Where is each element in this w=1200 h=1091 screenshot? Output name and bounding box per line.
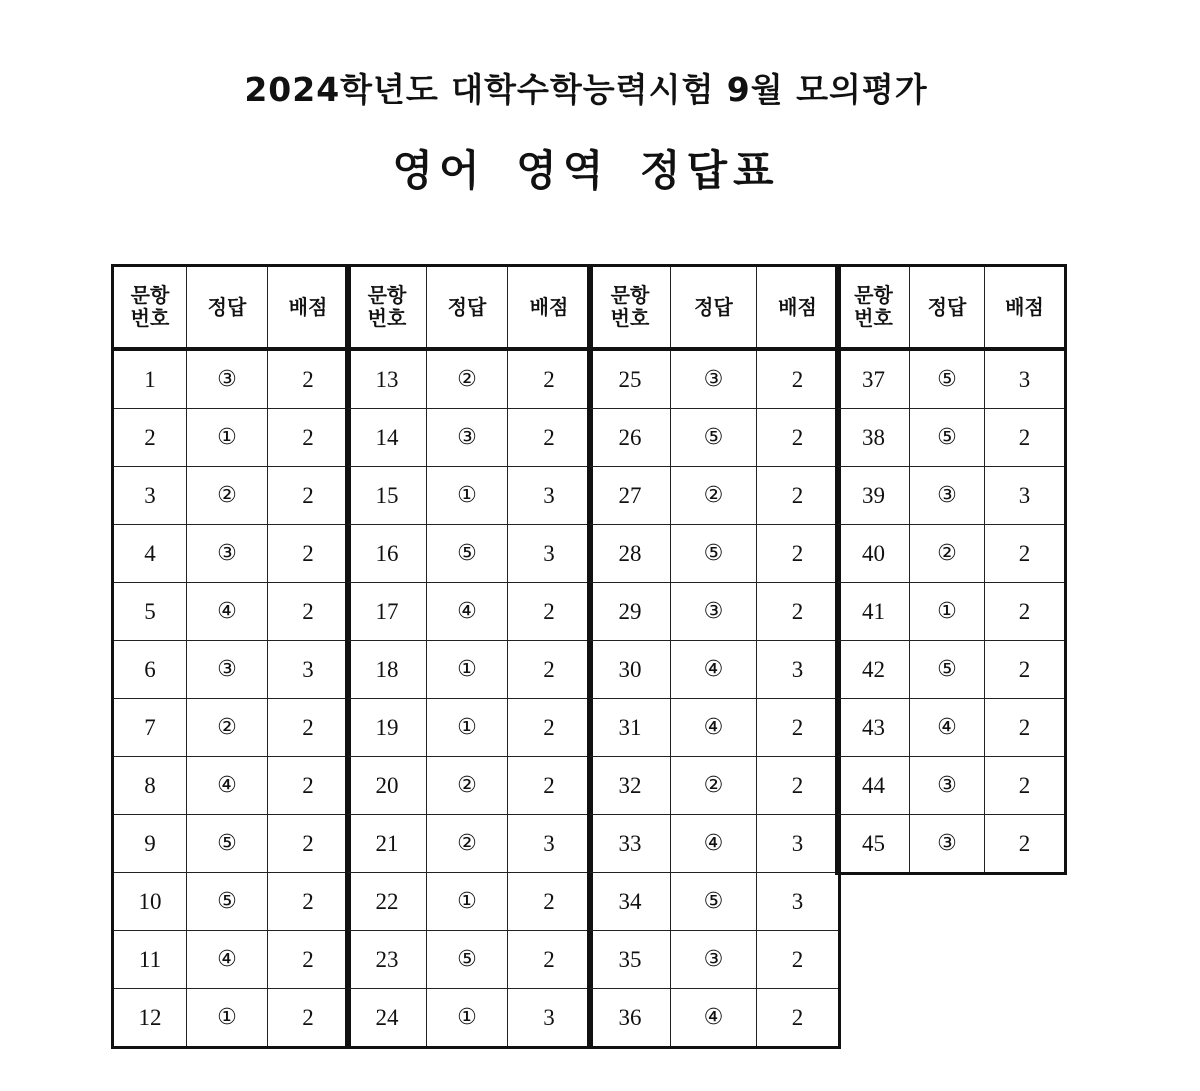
question-number-cell: 17 (347, 583, 427, 641)
answer-cell: ④ (187, 931, 268, 989)
answer-cell: ② (671, 757, 757, 815)
table-row (837, 349, 1066, 409)
exam-subtitle: 2024학년도 대학수학능력시험 9월 모의평가 (244, 70, 928, 109)
table-row (347, 815, 592, 873)
question-number-cell: 6 (113, 641, 187, 699)
table-row (113, 699, 350, 757)
question-number-cell: 38 (837, 409, 910, 467)
question-number-cell: 21 (347, 815, 427, 873)
table-row (589, 989, 840, 1048)
answer-cell: ① (427, 467, 508, 525)
table-row (589, 641, 840, 699)
answer-cell: ④ (910, 699, 985, 757)
table-row (589, 757, 840, 815)
points-cell: 2 (757, 699, 840, 757)
table-row (347, 989, 592, 1048)
points-cell: 2 (985, 525, 1066, 583)
header-answer: 정답 (910, 266, 985, 350)
answer-cell: ③ (187, 349, 268, 409)
question-number-cell: 8 (113, 757, 187, 815)
header-question-number: 문항 번호 (113, 266, 187, 350)
points-cell: 2 (508, 409, 592, 467)
answer-cell: ④ (671, 815, 757, 873)
points-cell: 2 (508, 931, 592, 989)
answer-cell: ① (427, 699, 508, 757)
points-cell: 2 (985, 583, 1066, 641)
table-row (347, 757, 592, 815)
points-cell: 2 (268, 349, 350, 409)
answer-cell: ④ (671, 699, 757, 757)
answer-cell: ① (187, 409, 268, 467)
points-cell: 2 (268, 815, 350, 873)
answer-cell: ② (187, 467, 268, 525)
answer-cell: ③ (671, 583, 757, 641)
answer-cell: ⑤ (910, 641, 985, 699)
points-cell: 3 (985, 467, 1066, 525)
question-number-cell: 13 (347, 349, 427, 409)
question-number-cell: 43 (837, 699, 910, 757)
answer-cell: ④ (671, 989, 757, 1048)
points-cell: 2 (985, 815, 1066, 874)
table-row (837, 409, 1066, 467)
table-row (589, 583, 840, 641)
answer-cell: ② (910, 525, 985, 583)
question-number-cell: 26 (589, 409, 671, 467)
points-cell: 2 (985, 757, 1066, 815)
table-row (347, 409, 592, 467)
question-number-cell: 9 (113, 815, 187, 873)
question-number-cell: 44 (837, 757, 910, 815)
answer-cell: ② (427, 815, 508, 873)
points-cell: 2 (268, 467, 350, 525)
answer-cell: ⑤ (187, 815, 268, 873)
table-row (113, 815, 350, 873)
answer-cell: ① (427, 989, 508, 1048)
answer-cell: ③ (910, 467, 985, 525)
answer-cell: ③ (910, 757, 985, 815)
points-cell: 2 (508, 349, 592, 409)
table-row (347, 525, 592, 583)
points-cell: 2 (268, 873, 350, 931)
page-title: 영어 영역 정답표 (392, 146, 780, 195)
points-cell: 2 (985, 409, 1066, 467)
points-cell: 3 (508, 467, 592, 525)
table-row (837, 699, 1066, 757)
question-number-cell: 39 (837, 467, 910, 525)
question-number-cell: 16 (347, 525, 427, 583)
table-row (347, 467, 592, 525)
table-row (837, 525, 1066, 583)
question-number-cell: 5 (113, 583, 187, 641)
table-row (347, 349, 592, 409)
answer-cell: ③ (671, 349, 757, 409)
question-number-cell: 40 (837, 525, 910, 583)
header-points: 배점 (757, 266, 840, 350)
answer-table-group-3 (587, 264, 841, 1049)
question-number-cell: 30 (589, 641, 671, 699)
table-row (347, 641, 592, 699)
points-cell: 3 (985, 349, 1066, 409)
header-answer: 정답 (671, 266, 757, 350)
answer-cell: ③ (427, 409, 508, 467)
table-row (589, 815, 840, 873)
table-row (113, 641, 350, 699)
question-number-cell: 3 (113, 467, 187, 525)
header-question-number: 문항 번호 (837, 266, 910, 350)
answer-cell: ① (427, 641, 508, 699)
answer-cell: ⑤ (671, 525, 757, 583)
answer-cell: ⑤ (187, 873, 268, 931)
question-number-cell: 42 (837, 641, 910, 699)
points-cell: 2 (985, 641, 1066, 699)
points-cell: 2 (757, 349, 840, 409)
question-number-cell: 34 (589, 873, 671, 931)
table-row (837, 641, 1066, 699)
points-cell: 2 (508, 583, 592, 641)
points-cell: 2 (757, 467, 840, 525)
points-cell: 2 (757, 757, 840, 815)
table-row (113, 873, 350, 931)
table-row (113, 349, 350, 409)
answer-cell: ⑤ (671, 409, 757, 467)
answer-cell: ⑤ (671, 873, 757, 931)
table-row (113, 931, 350, 989)
points-cell: 3 (757, 873, 840, 931)
table-row (113, 583, 350, 641)
table-row (347, 931, 592, 989)
table-row (589, 525, 840, 583)
answer-table-group-1 (111, 264, 351, 1049)
points-cell: 2 (757, 931, 840, 989)
question-number-cell: 14 (347, 409, 427, 467)
points-cell: 3 (757, 641, 840, 699)
points-cell: 3 (268, 641, 350, 699)
question-number-cell: 7 (113, 699, 187, 757)
answer-cell: ② (427, 757, 508, 815)
table-row (113, 757, 350, 815)
question-number-cell: 41 (837, 583, 910, 641)
question-number-cell: 33 (589, 815, 671, 873)
question-number-cell: 11 (113, 931, 187, 989)
question-number-cell: 45 (837, 815, 910, 874)
answer-cell: ① (187, 989, 268, 1048)
table-row (347, 583, 592, 641)
header-answer: 정답 (427, 266, 508, 350)
answer-cell: ③ (671, 931, 757, 989)
points-cell: 2 (268, 757, 350, 815)
table-row (347, 873, 592, 931)
question-number-cell: 20 (347, 757, 427, 815)
points-cell: 2 (508, 873, 592, 931)
table-row (837, 757, 1066, 815)
answer-cell: ④ (187, 583, 268, 641)
table-row (589, 699, 840, 757)
question-number-cell: 23 (347, 931, 427, 989)
question-number-cell: 27 (589, 467, 671, 525)
header-points: 배점 (985, 266, 1066, 350)
table-row (113, 409, 350, 467)
points-cell: 2 (757, 989, 840, 1048)
answer-cell: ④ (427, 583, 508, 641)
answer-cell: ⑤ (427, 525, 508, 583)
points-cell: 2 (757, 525, 840, 583)
answer-cell: ② (187, 699, 268, 757)
question-number-cell: 37 (837, 349, 910, 409)
question-number-cell: 19 (347, 699, 427, 757)
points-cell: 3 (508, 525, 592, 583)
question-number-cell: 12 (113, 989, 187, 1048)
answer-cell: ③ (910, 815, 985, 874)
question-number-cell: 10 (113, 873, 187, 931)
table-row (837, 467, 1066, 525)
question-number-cell: 1 (113, 349, 187, 409)
points-cell: 2 (508, 641, 592, 699)
table-row (347, 699, 592, 757)
answer-table-group-4 (835, 264, 1067, 875)
points-cell: 3 (508, 815, 592, 873)
table-row (589, 467, 840, 525)
answer-cell: ⑤ (910, 409, 985, 467)
answer-cell: ④ (671, 641, 757, 699)
table-row (589, 349, 840, 409)
answer-cell: ⑤ (910, 349, 985, 409)
question-number-cell: 31 (589, 699, 671, 757)
header-points: 배점 (508, 266, 592, 350)
points-cell: 2 (268, 525, 350, 583)
question-number-cell: 22 (347, 873, 427, 931)
question-number-cell: 29 (589, 583, 671, 641)
table-row (589, 931, 840, 989)
header-answer: 정답 (187, 266, 268, 350)
question-number-cell: 18 (347, 641, 427, 699)
points-cell: 3 (757, 815, 840, 873)
points-cell: 2 (268, 931, 350, 989)
points-cell: 2 (268, 989, 350, 1048)
header-points: 배점 (268, 266, 350, 350)
points-cell: 2 (757, 409, 840, 467)
table-row (113, 989, 350, 1048)
table-row (113, 467, 350, 525)
question-number-cell: 25 (589, 349, 671, 409)
points-cell: 2 (268, 699, 350, 757)
answer-cell: ② (427, 349, 508, 409)
points-cell: 2 (757, 583, 840, 641)
points-cell: 2 (985, 699, 1066, 757)
question-number-cell: 36 (589, 989, 671, 1048)
table-row (113, 525, 350, 583)
points-cell: 2 (268, 583, 350, 641)
table-row (837, 815, 1066, 874)
answer-table-group-2 (345, 264, 593, 1049)
question-number-cell: 24 (347, 989, 427, 1048)
question-number-cell: 2 (113, 409, 187, 467)
points-cell: 2 (268, 409, 350, 467)
header-question-number: 문항 번호 (347, 266, 427, 350)
table-row (589, 873, 840, 931)
answer-cell: ③ (187, 525, 268, 583)
question-number-cell: 15 (347, 467, 427, 525)
table-row (837, 583, 1066, 641)
answer-cell: ⑤ (427, 931, 508, 989)
question-number-cell: 28 (589, 525, 671, 583)
table-row (589, 409, 840, 467)
answer-cell: ④ (187, 757, 268, 815)
answer-cell: ③ (187, 641, 268, 699)
points-cell: 2 (508, 699, 592, 757)
question-number-cell: 32 (589, 757, 671, 815)
points-cell: 3 (508, 989, 592, 1048)
header-question-number: 문항 번호 (589, 266, 671, 350)
answer-cell: ① (910, 583, 985, 641)
question-number-cell: 35 (589, 931, 671, 989)
question-number-cell: 4 (113, 525, 187, 583)
answer-cell: ① (427, 873, 508, 931)
points-cell: 2 (508, 757, 592, 815)
answer-cell: ② (671, 467, 757, 525)
